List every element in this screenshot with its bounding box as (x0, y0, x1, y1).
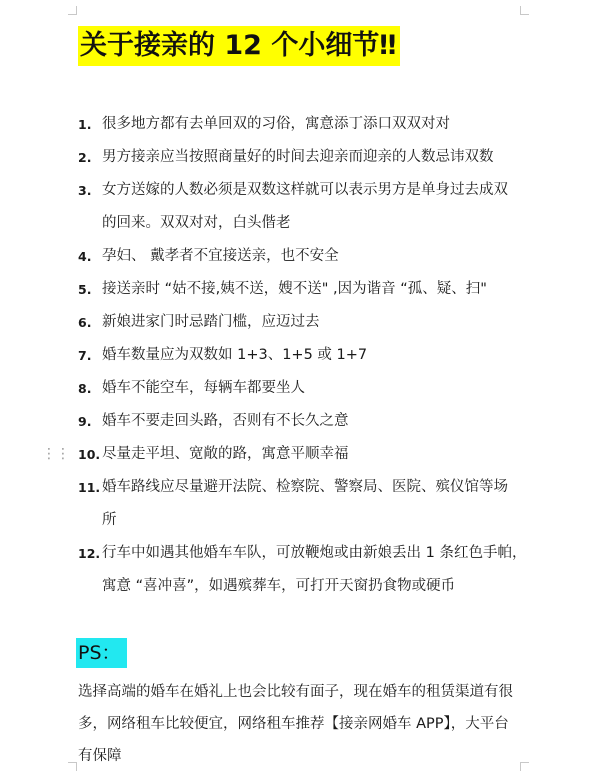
list-item-text: 婚车数量应为双数如 1+3、1+5 或 1+7 (102, 347, 368, 363)
list-number: 4. (78, 249, 92, 264)
list-number: 8. (78, 381, 92, 396)
list-number: 11. (78, 480, 101, 495)
list-item-text-continued: 的回来。双双对对，白头偕老 (102, 215, 291, 231)
list-item-text: 很多地方都有去单回双的习俗，寓意添丁添口双双对对 (102, 116, 450, 132)
list-item-text: 孕妇、 戴孝者不宜接送亲，也不安全 (102, 248, 339, 264)
list-item (78, 339, 558, 372)
document-title: 关于接亲的 12 个小细节‼ (78, 26, 400, 66)
page-corner-mark (68, 6, 77, 15)
list-item (78, 108, 558, 141)
list-item (78, 537, 558, 603)
list-item (78, 372, 558, 405)
ps-paragraph-line: 选择高端的婚车在婚礼上也会比较有面子，现在婚车的租赁渠道有很 (78, 684, 513, 700)
list-number: 1. (78, 117, 92, 132)
list-item-text: 婚车不能空车，每辆车都要坐人 (102, 380, 305, 396)
list-item-text: 行车中如遇其他婚车车队，可放鞭炮或由新娘丢出 1 条红色手帕， (102, 545, 527, 561)
list-item (78, 471, 558, 537)
list-item-text: 尽量走平坦、宽敞的路，寓意平顺幸福 (102, 446, 349, 462)
list-number: 10. (78, 447, 101, 462)
ps-paragraph (78, 676, 558, 772)
list-item-text: 男方接亲应当按照商量好的时间去迎亲而迎亲的人数忌讳双数 (102, 149, 494, 165)
list-item-text: 新娘进家门时忌踏门槛，应迈过去 (102, 314, 320, 330)
list-item (78, 306, 558, 339)
drag-handle-icon[interactable]: ⋮⋮ (42, 446, 70, 462)
list-item-text: 女方送嫁的人数必须是双数这样就可以表示男方是单身过去成双 (102, 182, 508, 198)
list-item-text: 婚车不要走回头路，否则有不长久之意 (102, 413, 349, 429)
list-number: 9. (78, 414, 92, 429)
list-number: 12. (78, 546, 101, 561)
page-corner-mark (68, 762, 77, 771)
ps-label: PS： (76, 638, 127, 668)
details-list (78, 108, 558, 603)
list-item-text-continued: 所 (102, 512, 117, 528)
list-item (78, 141, 558, 174)
ps-paragraph-line: 有保障 (78, 748, 122, 764)
list-item-text: 接送亲时 “姑不接,姨不送，嫂不送" ,因为谐音 “孤、疑、扫" (102, 281, 487, 297)
list-item (78, 240, 558, 273)
list-item-text: 婚车路线应尽量避开法院、检察院、警察局、医院、殡仪馆等场 (102, 479, 508, 495)
list-item (78, 438, 558, 471)
list-number: 3. (78, 183, 92, 198)
list-number: 7. (78, 348, 92, 363)
page-corner-mark (520, 6, 529, 15)
list-number: 5. (78, 282, 92, 297)
list-item (78, 405, 558, 438)
list-item (78, 273, 558, 306)
list-number: 6. (78, 315, 92, 330)
list-number: 2. (78, 150, 92, 165)
list-item-text-continued: 寓意 “喜冲喜”，如遇殡葬车，可打开天窗扔食物或硬币 (102, 578, 456, 594)
ps-paragraph-line: 多，网络租车比较便宜，网络租车推荐【接亲网婚车 APP】，大平台 (78, 716, 509, 732)
list-item (78, 174, 558, 240)
